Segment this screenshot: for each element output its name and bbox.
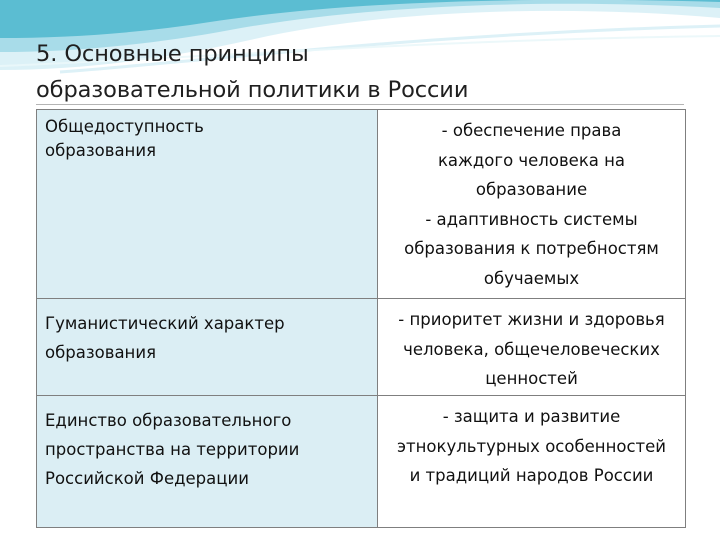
description-line: образования к потребностям [404, 239, 659, 258]
slide-title [36, 36, 468, 108]
table-row [37, 299, 686, 396]
principle-line: Единство образовательного [45, 411, 292, 430]
principle-line: Гуманистический характер [45, 314, 285, 333]
description-line: - защита и развитие [442, 407, 621, 426]
title-divider [36, 104, 684, 105]
table-row [37, 110, 686, 299]
description-line: человека, общечеловеческих [403, 339, 660, 359]
principle-line: Российской Федерации [45, 469, 249, 488]
slide-title-line-2: образовательной политики в России [36, 77, 469, 103]
principle-cell [37, 110, 378, 299]
description-line: образование [475, 180, 588, 199]
principle-line: пространства на территории [45, 440, 300, 459]
description-line: - обеспечение права [441, 121, 622, 140]
description-cell [378, 396, 686, 528]
principles-table [36, 109, 686, 528]
principle-cell [37, 396, 378, 528]
description-line: обучаемых [483, 268, 580, 288]
slide-title-line-1: 5. Основные принципы [36, 41, 309, 67]
description-line: ценностей [485, 369, 578, 388]
description-line: этнокультурных особенностей [396, 436, 667, 456]
description-line: - адаптивность системы [425, 209, 638, 229]
principle-line: образования [45, 141, 156, 160]
table-row [37, 396, 686, 528]
principle-line: Общедоступность [45, 117, 204, 136]
principle-cell [37, 299, 378, 396]
principle-line: образования [45, 343, 156, 362]
description-line: каждого человека на [437, 150, 626, 170]
description-cell [378, 299, 686, 396]
description-line: и традиций народов России [409, 466, 654, 485]
description-line: - приоритет жизни и здоровья [398, 310, 665, 329]
description-cell [378, 110, 686, 299]
